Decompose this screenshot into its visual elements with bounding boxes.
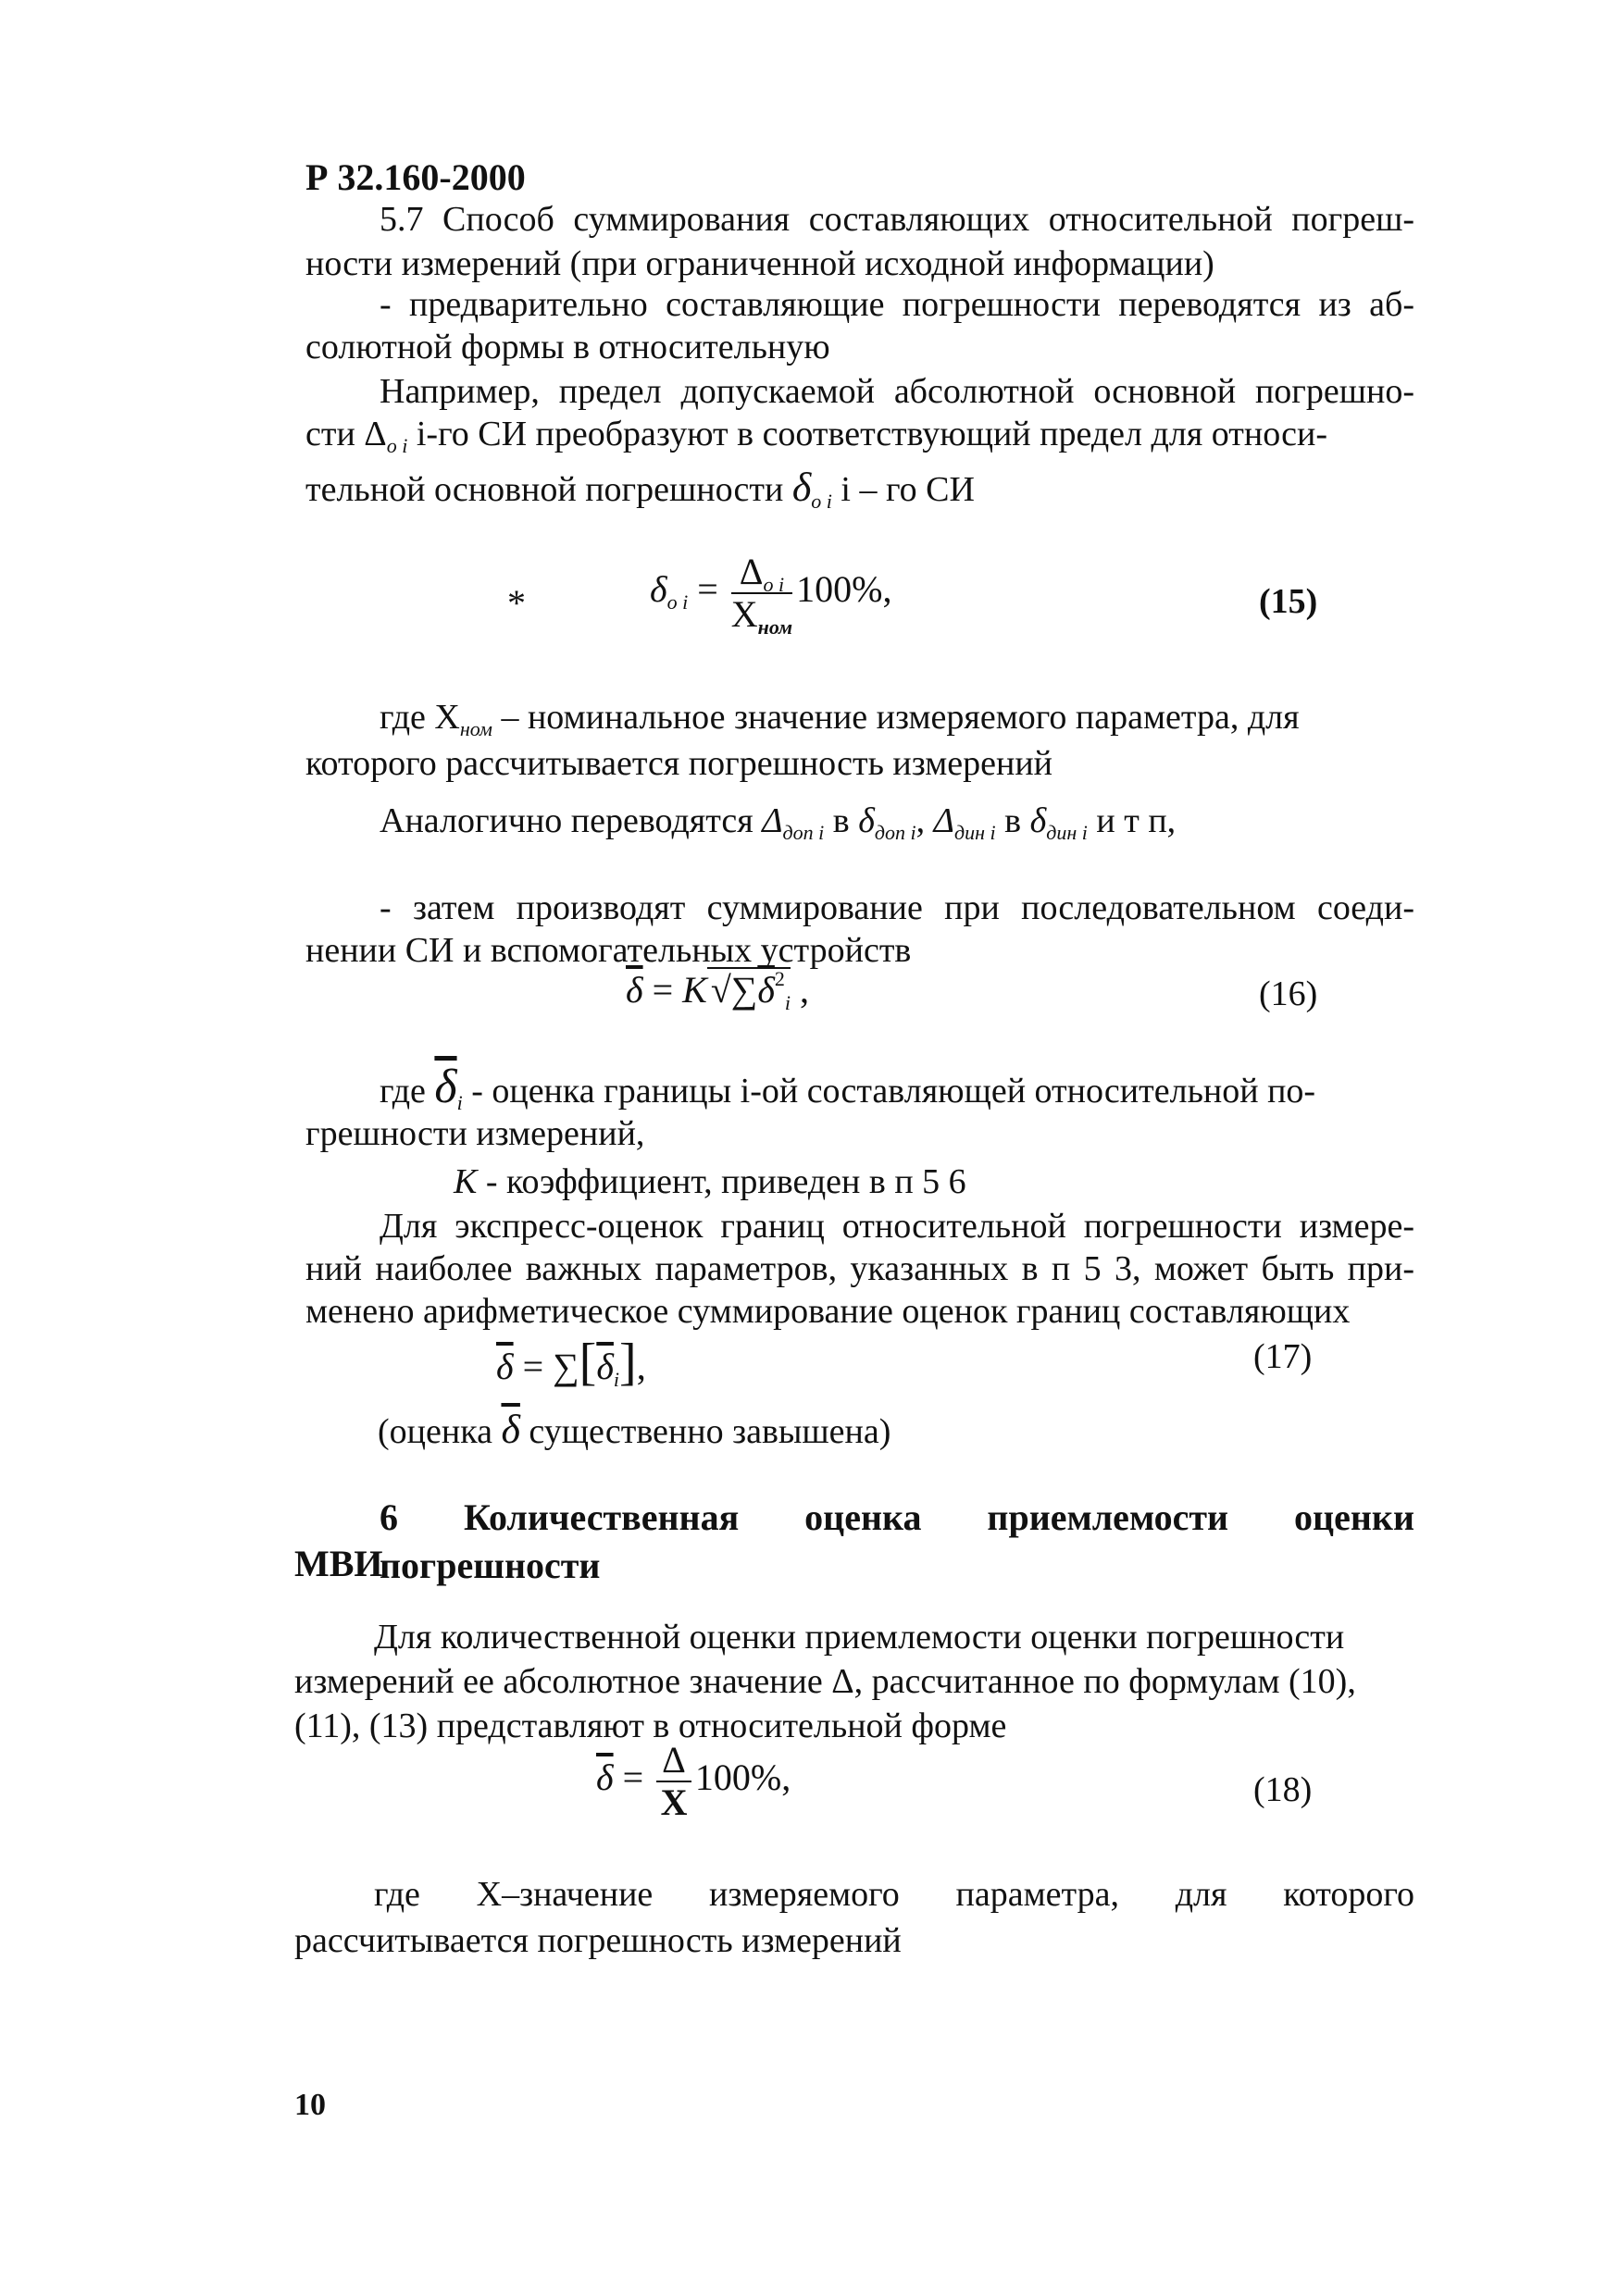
where-18-line-2: рассчитывается погрешность измерений bbox=[294, 1921, 902, 1960]
fraction bbox=[656, 1739, 691, 1823]
text-fragment: (оценка bbox=[378, 1412, 502, 1451]
subscript: дин i bbox=[1046, 821, 1088, 844]
section-6-title-line-2: МВИ bbox=[294, 1543, 383, 1584]
section-6-line-1: Для количественной оценки приемлемости оценки погрешности bbox=[374, 1618, 1345, 1657]
delta-symbol: Δ bbox=[762, 801, 783, 840]
delta-symbol: $\overline{\delta}$ bbox=[434, 1061, 457, 1113]
text-fragment: - оценка границы i-ой составляющей относительной по- bbox=[462, 1072, 1316, 1111]
subscript: ном bbox=[757, 615, 793, 639]
sum-symbol: = ∑ bbox=[513, 1346, 579, 1387]
subscript: o i bbox=[666, 590, 689, 614]
delta-symbol: $\overline{\delta}$ bbox=[757, 969, 775, 1011]
paragraph-5-7-line-3: - предварительно составляющие погрешности переводятся из аб- bbox=[380, 285, 1414, 324]
where-16-line-3 bbox=[454, 1159, 966, 1205]
text-fragment: где bbox=[380, 1072, 435, 1111]
delta-symbol: δ bbox=[791, 465, 812, 510]
denominator: X bbox=[660, 1781, 688, 1823]
superscript: 2 bbox=[774, 967, 785, 990]
equals-sign: = bbox=[688, 568, 728, 611]
paragraph-5-7-line-5: Например, предел допускаемой абсолютной основной погрешно- bbox=[380, 372, 1414, 411]
delta-symbol: δ bbox=[650, 568, 667, 611]
paragraph-5-7-line-7 bbox=[305, 465, 975, 513]
text-fragment: Аналогично переводятся bbox=[380, 801, 763, 840]
sum-symbol: ∑ bbox=[730, 969, 758, 1011]
page-number: 10 bbox=[294, 2088, 326, 2122]
text-fragment: существенно завышена) bbox=[519, 1412, 891, 1451]
text-fragment: i – го СИ bbox=[831, 470, 975, 509]
subscript: o i bbox=[811, 490, 832, 513]
paragraph-5-7-line-2: ности измерений (при ограниченной исходной информации) bbox=[305, 244, 1214, 283]
delta-symbol: Δ bbox=[933, 801, 954, 840]
delta-symbol: $\overline{\delta}$ bbox=[596, 1756, 614, 1799]
equation-number-15: (15) bbox=[1259, 582, 1318, 621]
denominator: X bbox=[730, 593, 758, 635]
subscript: i bbox=[784, 991, 791, 1014]
where-16-line-2: грешности измерений, bbox=[305, 1114, 645, 1153]
text-fragment: i-го СИ преобразуют в соответствующий предел для относи- bbox=[407, 415, 1328, 453]
subscript: доп i bbox=[874, 821, 916, 844]
equation-number-17: (17) bbox=[1253, 1337, 1313, 1376]
subscript: ном bbox=[459, 717, 492, 740]
fraction bbox=[730, 551, 793, 639]
text-fragment: где X bbox=[380, 698, 460, 737]
paragraph-5-7-line-1: 5.7 Способ суммирования составляющих относительной погреш- bbox=[380, 200, 1414, 239]
square-root: $√\sum\overline{\delta}^2_i$ bbox=[707, 967, 791, 1011]
subscript: i bbox=[456, 1091, 463, 1114]
subscript: o i bbox=[763, 573, 785, 596]
text-fragment: сти Δ bbox=[305, 415, 387, 453]
text-fragment: тельной основной погрешности bbox=[305, 470, 792, 509]
equation-16 bbox=[626, 967, 810, 1014]
where-16-line-4: Для экспресс-оценок границ относительной погрешности измере- bbox=[380, 1207, 1414, 1246]
paragraph-5-7-line-4: солютной формы в относительную bbox=[305, 328, 830, 366]
equation-number-18: (18) bbox=[1253, 1770, 1313, 1809]
numerator: Δ bbox=[656, 1742, 691, 1782]
delta-symbol: $\overline{\delta}$ bbox=[596, 1346, 614, 1387]
then-line-1: - затем производят суммирование при последовательном соеди- bbox=[380, 888, 1414, 927]
text-fragment: в bbox=[995, 801, 1030, 840]
where-18-line-1: где X–значение измеряемого параметра, для которого bbox=[374, 1875, 1414, 1914]
text-fragment: в bbox=[824, 801, 859, 840]
subscript: i bbox=[613, 1368, 620, 1391]
coefficient: K bbox=[454, 1162, 478, 1201]
where-16-line-1 bbox=[380, 1061, 1414, 1114]
where-16-line-6: менено арифметическое суммирование оценок границ составляющих bbox=[305, 1292, 1351, 1331]
text-fragment: - коэффициент, приведен в п 5 6 bbox=[477, 1162, 966, 1201]
equation-number-16: (16) bbox=[1259, 974, 1318, 1013]
subscript: дин i bbox=[953, 821, 996, 844]
delta-symbol: δ bbox=[1029, 801, 1047, 840]
section-6-line-3: (11), (13) представляют в относительной форме bbox=[294, 1706, 1007, 1745]
scan-mark: * bbox=[507, 582, 526, 624]
coefficient: K bbox=[682, 969, 707, 1011]
subscript: o i bbox=[386, 434, 408, 457]
equation-tail: 100%, bbox=[796, 568, 892, 611]
where-16-line-5: ний наиболее важных параметров, указанных в п 5 3, может быть при- bbox=[305, 1249, 1414, 1288]
then-line-2: нении СИ и вспомогательных устройств bbox=[305, 931, 912, 970]
equation-tail: 100%, bbox=[694, 1756, 791, 1799]
delta-symbol: $\overline{\delta}$ bbox=[626, 969, 643, 1011]
where-15-line-1 bbox=[380, 694, 1414, 740]
where-15-line-2: которого рассчитывается погрешность измерений bbox=[305, 744, 1053, 783]
text-fragment: , bbox=[915, 801, 934, 840]
equation-18 bbox=[596, 1739, 791, 1823]
section-6-title-line-1: 6 Количественная оценка приемлемости оценки погрешности bbox=[380, 1496, 1414, 1586]
right-bracket: ] bbox=[619, 1334, 637, 1391]
delta-symbol: $\overline{\delta}$ bbox=[496, 1346, 514, 1387]
equals-sign: = bbox=[642, 969, 683, 1011]
equation-tail: , bbox=[636, 1346, 646, 1387]
text-fragment: и т п, bbox=[1087, 801, 1177, 840]
equation-17 bbox=[496, 1333, 646, 1392]
equation-15 bbox=[650, 551, 892, 639]
delta-symbol: $\overline{\delta}$ bbox=[501, 1407, 520, 1452]
text-fragment: – номинальное значение измеряемого параметра, для bbox=[492, 698, 1300, 737]
section-6-line-2: измерений ее абсолютное значение Δ, рассчитанное по формулам (10), bbox=[294, 1662, 1356, 1701]
equals-sign: = bbox=[613, 1756, 654, 1799]
subscript: доп i bbox=[782, 821, 825, 844]
delta-symbol: δ bbox=[858, 801, 875, 840]
equation-17-note bbox=[378, 1407, 890, 1455]
document-code: Р 32.160-2000 bbox=[305, 156, 526, 198]
numerator: Δ bbox=[739, 551, 764, 592]
left-bracket: [ bbox=[579, 1334, 597, 1391]
equation-tail: , bbox=[791, 969, 810, 1011]
where-15-line-3 bbox=[380, 798, 1176, 844]
paragraph-5-7-line-6 bbox=[305, 411, 1327, 457]
